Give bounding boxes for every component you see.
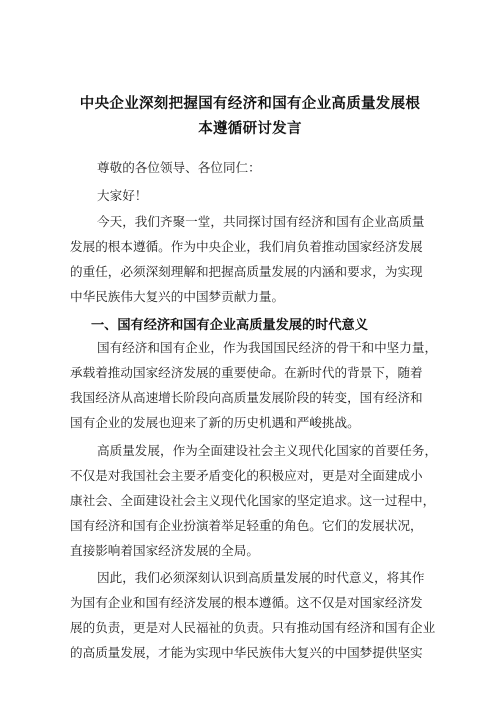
intro-line: 的重任，必须深刻理解和把握高质量发展的内涵和要求，为实现 [70, 264, 423, 279]
paragraph-line: 高质量发展，作为全面建设社会主义现代化国家的首要任务， [97, 443, 438, 458]
document-title-line-1: 中央企业深刻把握国有经济和国有企业高质量发展根 [79, 96, 421, 112]
paragraph-line: 康社会、全面建设社会主义现代化国家的坚定追求。这一过程中， [70, 493, 436, 508]
paragraph-line: 不仅是对我国社会主要矛盾变化的积极应对，更是对全面建成小 [70, 468, 423, 483]
salutation: 尊敬的各位领导、各位同仁： [97, 160, 261, 175]
paragraph-line: 我国经济从高速增长阶段向高质量发展阶段的转变，国有经济和 [70, 390, 423, 405]
paragraph-line: 因此，我们必须深刻认识到高质量发展的时代意义，将其作 [97, 570, 425, 585]
section-heading: 一、国有经济和国有企业高质量发展的时代意义 [91, 318, 368, 333]
paragraph-line: 为国有企业和国有经济发展的根本遵循。这不仅是对国家经济发 [70, 595, 423, 610]
paragraph-line: 展的负责，更是对人民福祉的负责。只有推动国有经济和国有企业 [70, 620, 436, 635]
paragraph-line: 直接影响着国家经济发展的全局。 [70, 543, 259, 558]
greeting: 大家好！ [97, 188, 148, 203]
document-title-line-2: 本遵循研讨发言 [198, 121, 302, 137]
paragraph-line: 国有经济和国有企业，作为我国国民经济的骨干和中坚力量， [97, 340, 438, 355]
paragraph-line: 国有经济和国有企业扮演着举足轻重的角色。它们的发展状况， [70, 518, 423, 533]
paragraph-line: 承载着推动国家经济发展的重要使命。在新时代的背景下，随着 [70, 365, 423, 380]
paragraph-line: 的高质量发展，才能为实现中华民族伟大复兴的中国梦提供坚实 [70, 645, 423, 660]
paragraph-line: 国有企业的发展也迎来了新的历史机遇和严峻挑战。 [70, 415, 360, 430]
intro-line: 中华民族伟大复兴的中国梦贡献力量。 [70, 289, 285, 304]
intro-line: 发展的根本遵循。作为中央企业，我们肩负着推动国家经济发展 [70, 239, 423, 254]
intro-line: 今天，我们齐聚一堂，共同探讨国有经济和国有企业高质量 [97, 214, 425, 229]
